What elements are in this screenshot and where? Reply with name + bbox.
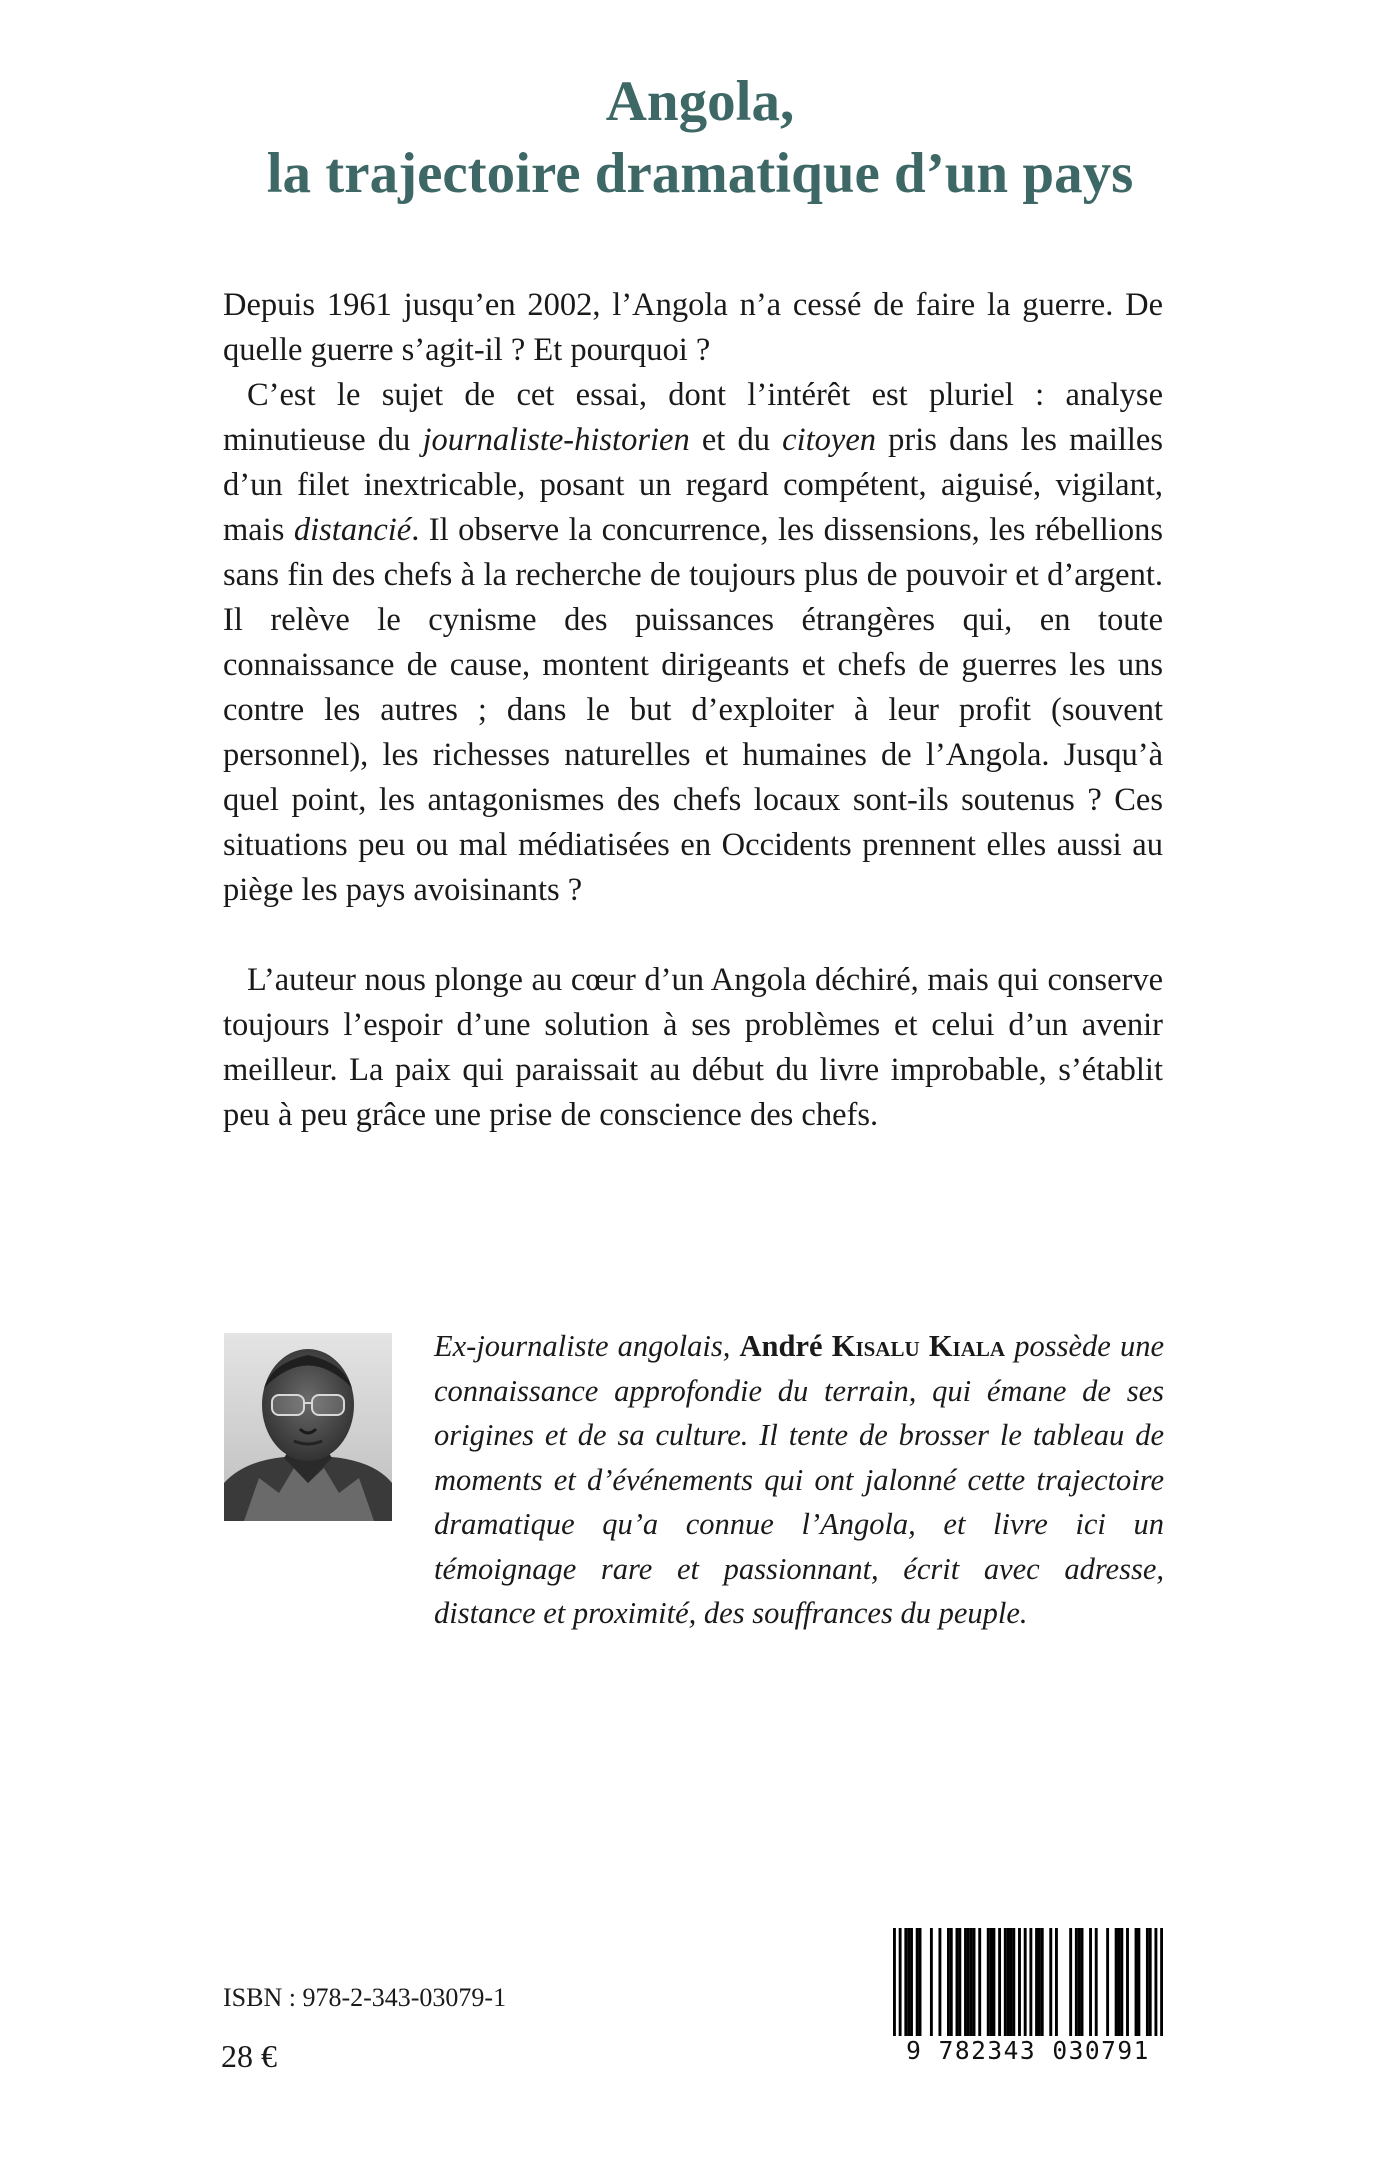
barcode-bar [987,1928,990,2036]
price: 28 € [221,2038,277,2074]
isbn: ISBN : 978-2-343-03079-1 [223,1983,507,2012]
bio-intro: Ex-journaliste angolais, [434,1329,740,1363]
blurb-text: et du [689,422,783,458]
barcode-bar [956,1928,959,2036]
bio-text: possède une connaissance approfondie du terrain, qui émane de ses origines et de sa culture. Il tente de brosser le tableau de moments et d’événements qui ont jalonné cette trajectoire dramatique qu’a connue l’Angola, et livre ici un témoignage rare et passionnant, écrit avec adresse, distance et proximité, des souffrances du peuple. [434,1329,1164,1630]
blurb-paragraph-1: Depuis 1961 jusqu’en 2002, l’Angola n’a cessé de faire la guerre. De quelle guerre s’agit-il ? Et pourquoi ? [223,287,1163,368]
barcode-icon [893,1928,1163,2036]
barcode-bar [1038,1928,1041,2036]
blurb-text: pris dans les mailles d’un filet inextricable, posant un regard compétent, aiguisé, vigilant, mais [223,422,1163,548]
barcode-bar [1029,1928,1032,2036]
barcode-bar [978,1928,981,2036]
barcode-bar [1106,1928,1109,2036]
barcode-bar [930,1928,933,2036]
author-last-name-1: Kisalu [831,1329,920,1363]
barcode-bar [1012,1928,1015,2036]
title-line-1: Angola, [605,70,795,133]
barcode-bar [1049,1928,1052,2036]
barcode-bar [1126,1928,1129,2036]
barcode-bar [990,1928,993,2036]
barcode-bar [1010,1928,1013,2036]
barcode-bar [950,1928,953,2036]
barcode-bar [947,1928,950,2036]
author-first-name: André [739,1329,832,1363]
blurb-text: . Il observe la concurrence, les dissensions, les rébellions sans fin des chefs à la recherche de toujours plus de pouvoir et d’argent. Il relève le cynisme des puissances étrangères qui, en toute connaissance de cause, montent dirigeants et chefs de guerres les uns contre les autres ; dans le but d’exploiter à leur profit (souvent personnel), les richesses naturelles et humaines de l’Angola. Jusqu’à quel point, les antagonismes des chefs locaux sont-ils soutenus ? Ces situations peu ou mal médiatisées en Occidents prennent elles aussi au piège les pays avoisinants ? [223,512,1163,908]
barcode-bar [958,1928,961,2036]
blurb [223,283,1163,1138]
barcode-bar [964,1928,967,2036]
blurb-text: C’est le sujet de cet essai, dont l’intérêt est pluriel : analyse minutieuse du [223,377,1163,458]
barcode-bar [1135,1928,1138,2036]
barcode-bar [973,1928,976,2036]
book-title [0,66,1400,210]
barcode-bar [1041,1928,1044,2036]
barcode-bar [1154,1928,1157,2036]
blurb-paragraph-3: L’auteur nous plonge au cœur d’un Angola déchiré, mais qui conserve toujours l’espoir d’une solution à ses problèmes et celui d’un avenir meilleur. La paix qui paraissait au début du livre improbable, s’établit peu à peu grâce une prise de conscience des chefs. [223,962,1163,1133]
barcode-bar [1069,1928,1072,2036]
barcode-bar [1078,1928,1081,2036]
author-name [740,1329,1006,1363]
barcode-bar [1115,1928,1118,2036]
blurb-italic: citoyen [782,422,877,458]
barcode-bar [1075,1928,1078,2036]
barcode-bar [967,1928,970,2036]
barcode-bar [1089,1928,1092,2036]
barcode-bar [1146,1928,1149,2036]
barcode-bar [1055,1928,1058,2036]
author-bio [434,1324,1164,1636]
barcode-bar [1035,1928,1038,2036]
barcode-bar [992,1928,995,2036]
barcode-digits: 9 782343 030791 [906,2036,1150,2065]
barcode-bar [904,1928,907,2036]
author-portrait-icon [224,1333,392,1521]
blurb-paragraph-2 [223,373,1163,913]
barcode-bar [907,1928,910,2036]
barcode-bar [938,1928,941,2036]
barcode-bar [1004,1928,1007,2036]
barcode-bar [998,1928,1001,2036]
title-line-2: la trajectoire dramatique d’un pays [266,142,1134,205]
barcode-bar [1120,1928,1123,2036]
barcode-bar [1118,1928,1121,2036]
barcode-bar [910,1928,913,2036]
blurb-italic: journaliste-historien [422,422,690,458]
barcode-bar [893,1928,896,2036]
barcode-bar [1095,1928,1098,2036]
barcode-bar [970,1928,973,2036]
barcode-bar [1160,1928,1163,2036]
barcode-bar [1149,1928,1152,2036]
barcode-bar [1137,1928,1140,2036]
blurb-italic: distancié [293,512,412,548]
barcode-bar [1018,1928,1021,2036]
barcode-bar [1081,1928,1084,2036]
barcode-bar [916,1928,919,2036]
barcode-bar [1024,1928,1027,2036]
barcode-bar [919,1928,922,2036]
barcode-bar [899,1928,902,2036]
author-last-name-2: Kiala [928,1329,1006,1363]
barcode-bar [1007,1928,1010,2036]
